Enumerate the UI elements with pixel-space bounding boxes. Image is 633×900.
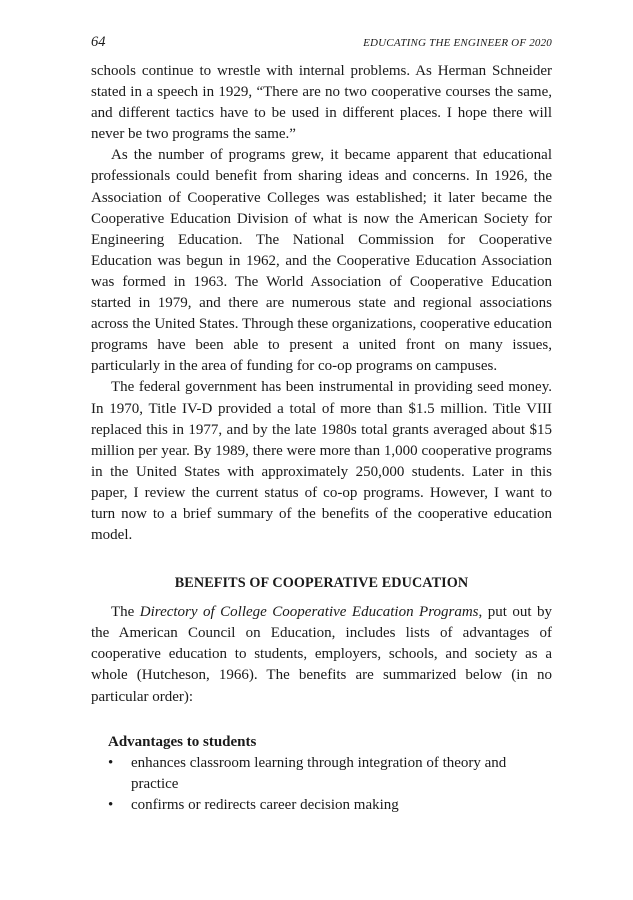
list-item (108, 795, 552, 816)
list-item-text: confirms or redirects career decision making (131, 796, 399, 813)
paragraph-associations: As the number of programs grew, it became apparent that educational professionals could benefit from sharing ideas and concerns. In 1926, the Association of Cooperative Colleges was established; it later became the Cooperative Education Division of what is now the American Society for Engineering Education. The National Commission for Cooperative Education was begun in 1962, and the Cooperative Education Association was formed in 1963. The World Association of Cooperative Education started in 1979, and there are numerous state and regional associations across the United States. Through these organizations, cooperative education programs have been able to present a united front on many issues, particularly in the area of funding for co-op programs on campuses. (91, 147, 552, 375)
bullet-icon: • (108, 796, 114, 813)
list-item (108, 753, 552, 795)
directory-title: Directory of College Cooperative Education Programs (139, 604, 479, 621)
advantages-list (91, 753, 552, 816)
paragraph-benefits-intro (91, 602, 552, 707)
advantages-subheading: Advantages to students (108, 733, 257, 750)
intro-suffix: , put out by the American Council on Education, includes lists of advantages of cooperative education to students, employers, schools, and society as a whole (Hutcheson, 1966). The benefits are summarized below (in no particular order): (91, 604, 552, 705)
section-heading: BENEFITS OF COOPERATIVE EDUCATION (174, 575, 469, 592)
intro-prefix: The (111, 604, 140, 621)
paragraph-federal-funding: The federal government has been instrumental in providing seed money. In 1970, Title IV-D provided a total of more than $1.5 million. Title VIII replaced this in 1977, and by the late 1980s total grants averaged about $15 million per year. By 1989, there were more than 1,000 cooperative programs in the United States with approximately 250,000 students. Later in this paper, I review the current status of co-op programs. However, I want to turn now to a brief summary of the benefits of the cooperative education model. (91, 379, 552, 544)
paragraph-continuation: schools continue to wrestle with internal problems. As Herman Schneider stated in a speech in 1929, “There are no two cooperative courses the same, and different tactics have to be used in different places. I hope there will never be two programs the same.” (91, 63, 552, 143)
bullet-icon: • (108, 754, 114, 771)
page-number: 64 (91, 34, 106, 50)
running-title: EDUCATING THE ENGINEER OF 2020 (363, 37, 552, 49)
list-item-text: enhances classroom learning through integration of theory and practice (131, 754, 507, 792)
running-header (91, 34, 552, 51)
document-page (91, 34, 552, 816)
body-text (91, 61, 552, 816)
